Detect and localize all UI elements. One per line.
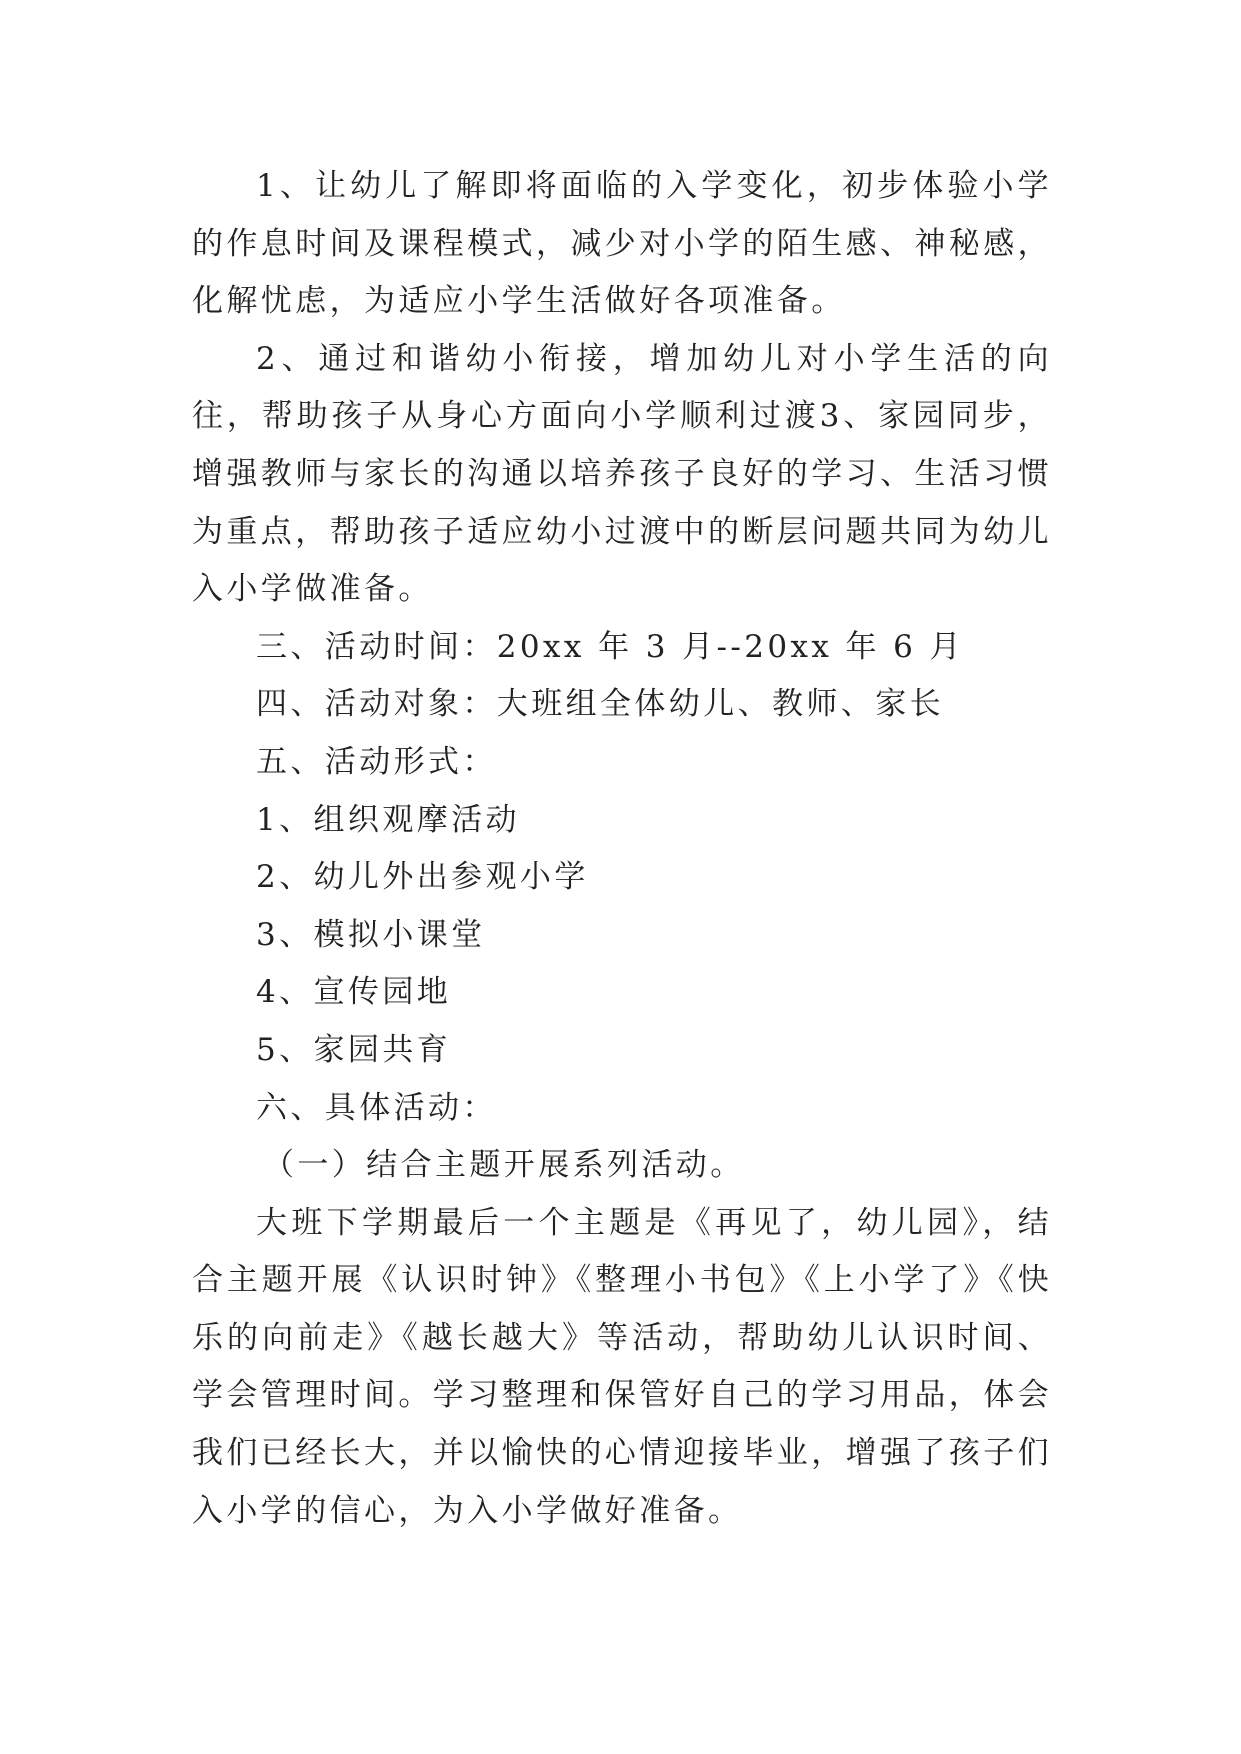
subsection-heading: （一）结合主题开展系列活动。 bbox=[263, 1147, 745, 1184]
form-item: 5、家园共育 bbox=[256, 1031, 452, 1068]
paragraph-theme-activities: 大班下学期最后一个主题是《再见了，幼儿园》，结合主题开展《认识时钟》《整理小书包》《上小学了》《快乐的向前走》《越长越大》等活动，帮助幼儿认识时间、学会管理时间。学习整理和保管好自己的学习用品，体会我们已经长大，并以愉快的心情迎接毕业，增强了孩子们入小学的信心，为入小学做好准备。 bbox=[192, 1204, 1052, 1529]
paragraph-goal-2: 2、通过和谐幼小衔接，增加幼儿对小学生活的向往，帮助孩子从身心方面向小学顺利过渡3、家园同步，增强教师与家长的沟通以培养孩子良好的学习、生活习惯为重点，帮助孩子适应幼小过渡中的断层问题共同为幼儿入小学做准备。 bbox=[192, 340, 1052, 608]
form-item: 3、模拟小课堂 bbox=[256, 916, 486, 953]
form-item: 4、宣传园地 bbox=[256, 974, 452, 1011]
form-item: 1、组织观摩活动 bbox=[256, 801, 520, 838]
paragraph-goal-1: 1、让幼儿了解即将面临的入学变化，初步体验小学的作息时间及课程模式，减少对小学的陌生感、神秘感，化解忧虑，为适应小学生活做好各项准备。 bbox=[192, 168, 1052, 320]
section-specific-activities: 六、具体活动： bbox=[256, 1089, 497, 1126]
document-page bbox=[192, 158, 1052, 1540]
form-item: 2、幼儿外出参观小学 bbox=[256, 859, 589, 896]
section-activity-time: 三、活动时间：20xx 年 3 月--20xx 年 6 月 bbox=[256, 628, 964, 665]
section-activity-form: 五、活动形式： bbox=[256, 743, 497, 780]
section-activity-target: 四、活动对象：大班组全体幼儿、教师、家长 bbox=[256, 686, 944, 723]
